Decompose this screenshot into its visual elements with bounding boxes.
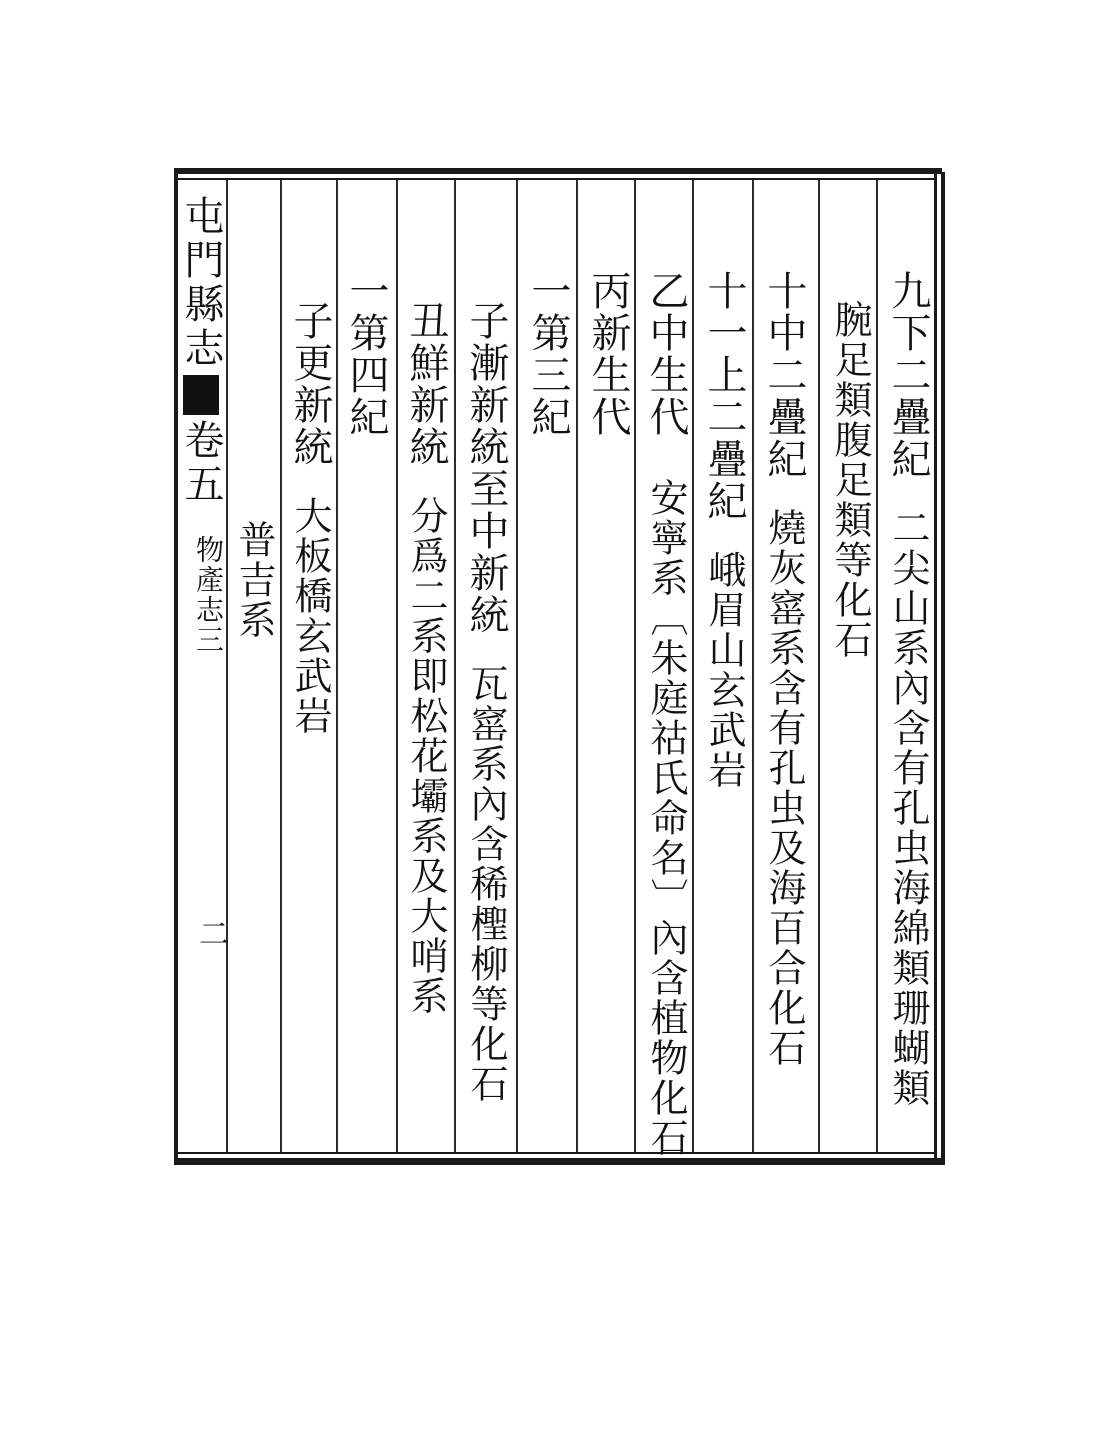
column-note: 二尖山系內含有孔虫海綿類珊蝴類 (886, 508, 930, 1108)
volume-label: 卷五 (178, 419, 224, 507)
text-column (403, 300, 449, 1016)
column-heading: 丑鮮新統 (403, 300, 449, 468)
right-border (934, 168, 937, 1165)
column-divider (752, 180, 754, 1152)
column-heading: 丙新生代 (585, 270, 631, 438)
column-note: 瓦窰系內含稀檉柳等化石 (464, 664, 508, 1104)
text-column (761, 270, 807, 1068)
book-title: 屯門縣志 (178, 195, 224, 371)
column-heading: 一第三紀 (525, 270, 571, 438)
text-column (343, 270, 389, 438)
text-column (643, 270, 689, 1158)
column-note: 燒灰窰系含有孔虫及海百合化石 (762, 508, 806, 1068)
section-title: 物產志三 (192, 535, 225, 655)
margin-book-title (178, 195, 224, 507)
column-divider (876, 180, 878, 1152)
top-border (174, 168, 942, 174)
column-divider (692, 180, 694, 1152)
column-note: 大板橋玄武岩 (288, 496, 332, 736)
column-heading: 十一上二疊紀 (701, 270, 747, 522)
bottom-border (174, 1158, 942, 1165)
bottom-inner-border (174, 1152, 934, 1154)
column-note: 分爲二系即松花壩系及大哨系 (404, 496, 448, 1016)
column-divider (576, 180, 578, 1152)
text-column (234, 520, 274, 640)
column-note: 峨眉山玄武岩 (702, 550, 746, 790)
column-heading: 十中二疊紀 (761, 270, 807, 480)
column-divider (280, 180, 282, 1152)
column-note: 腕足類腹足類等化石 (828, 300, 872, 660)
column-divider (396, 180, 398, 1152)
column-divider (818, 180, 820, 1152)
column-note: 安寧系〔朱庭祜氏命名〕內含植物化石 (644, 478, 688, 1158)
column-divider (516, 180, 518, 1152)
column-heading: 乙中生代 (643, 270, 689, 438)
column-note: 普吉系 (232, 520, 276, 640)
text-column (525, 270, 571, 438)
text-column (463, 300, 509, 1104)
page-number: 二 (193, 918, 228, 948)
column-heading: 一第四紀 (343, 270, 389, 438)
text-column (885, 270, 931, 1108)
text-column (830, 300, 870, 660)
column-heading: 子更新統 (287, 300, 333, 468)
column-heading: 子漸新統至中新統 (463, 300, 509, 636)
text-column (287, 300, 333, 736)
text-column (701, 270, 747, 790)
column-divider (336, 180, 338, 1152)
column-divider (634, 180, 636, 1152)
column-divider (226, 180, 228, 1152)
top-inner-border (174, 178, 934, 180)
ink-block (183, 375, 219, 415)
column-heading: 九下二疊紀 (885, 270, 931, 480)
column-divider (454, 180, 456, 1152)
text-column (585, 270, 631, 438)
right-outer-border (941, 172, 945, 1165)
